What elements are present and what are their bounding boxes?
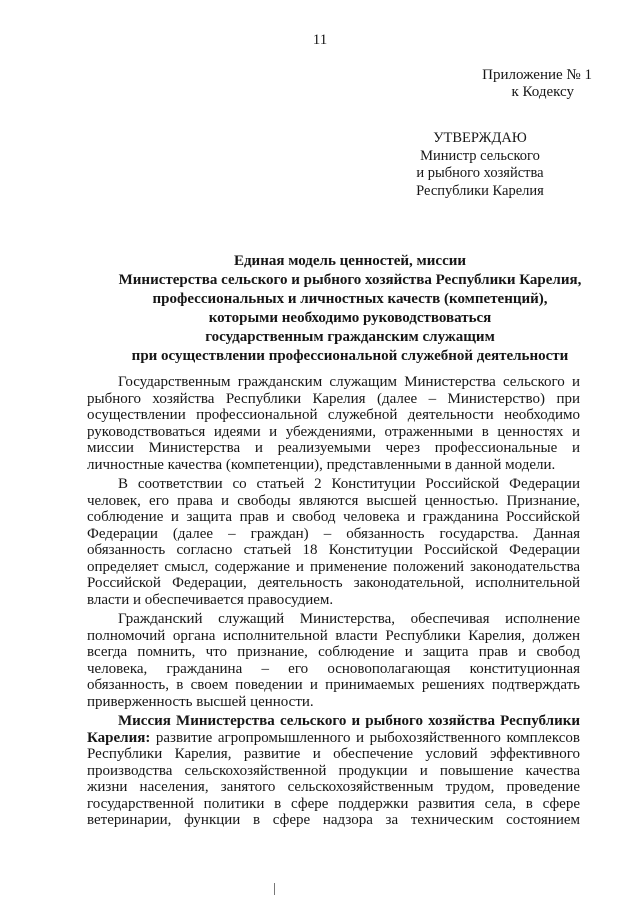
page-number: 11 [312,32,328,48]
approval-heading: УТВЕРЖДАЮ [433,130,527,146]
text-line: всегда помнить, что признание, соблюдение и защита прав и свобод [87,644,580,660]
mission-text: развитие агропромышленного и рыбохозяйственного комплексов [155,729,580,746]
text-line: производства сельскохозяйственной продукции и повышение качества [87,762,580,779]
appendix-line: Приложение № 1 [482,67,592,83]
text-line: полномочий органа исполнительной власти Республики Карелия, должен [87,627,580,644]
text-line [87,730,580,747]
text-line: человека, гражданина – его основополагающая конституционная [87,660,580,677]
text-line: Республики Карелия, развитие и обеспечение условий эффективного [87,746,580,762]
body-text [87,374,580,832]
text-line: рыбного хозяйства Республики Карелия (далее – Министерство) при [87,390,580,407]
approval-stamp [380,130,580,200]
title-line: Министерства сельского и рыбного хозяйства Республики Карелия, [118,272,582,288]
text-line: руководствоваться идеями и убеждениями, отраженными в ценностях и [87,423,580,440]
text-line: миссии Министерства и реализуемыми через профессиональные и [87,440,580,456]
text-line: Российской Федерации, деятельность законодательной, исполнительной [87,575,580,591]
paragraph-mission [87,713,580,829]
mission-heading-end: Карелия: [87,729,151,746]
text-line: личностные качества (компетенции), представленными в данной модели. [87,456,556,473]
text-line: приверженность высшей ценности. [87,693,314,710]
appendix-line: к Кодексу [511,84,574,100]
text-line: жизни населения, занятого сельскохозяйственным трудом, проведение [87,779,580,795]
text-line: обязанность, в своем поведении и принимаемых решениях подтверждать [87,677,580,693]
mission-heading: Миссия Министерства сельского и рыбного хозяйства Республики [118,713,580,729]
title-line: при осуществлении профессиональной служебной деятельности [131,348,569,364]
appendix-note [380,67,592,101]
title-line: Единая модель ценностей, миссии [233,253,467,269]
text-line: государственной политики в сфере поддержки развития села, в сфере [87,795,580,812]
text-line: ветеринарии, функции в сфере надзора за техническим состоянием [87,812,580,828]
text-line: обязанность согласно статьей 18 Конституции Российской Федерации [87,542,580,558]
text-line: Государственным гражданским служащим Министерства сельского и [118,374,580,390]
text-line: соблюдение и защита прав и свобод человека и гражданина Российской [87,509,580,525]
text-line: власти и обеспечивается правосудием. [87,591,334,608]
text-line: человек, его права и свободы являются высшей ценностью. Признание, [87,492,580,509]
text-line: определяет смысл, содержание и применение положений законодательства [87,558,580,575]
title-line: государственным гражданским служащим [205,329,495,345]
scan-mark [274,883,275,895]
paragraph-civil-servant [87,611,580,710]
document-title [0,252,640,366]
text-line: Гражданский служащий Министерства, обеспечивая исполнение [118,611,580,627]
text-line: Федерации (далее – граждан) – обязанность государства. Данная [87,525,580,542]
text-line: осуществлении профессиональной служебной деятельности необходимо [87,407,580,423]
text-line: В соответствии со статьей 2 Конституции Российской Федерации [118,476,580,492]
approval-line: и рыбного хозяйства [416,165,544,181]
paragraph-values [87,374,580,473]
paragraph-constitution [87,476,580,608]
approval-line: Министр сельского [420,147,540,164]
approval-line: Республики Карелия [416,182,544,199]
title-line: которыми необходимо руководствоваться [208,310,492,326]
title-line: профессиональных и личностных качеств (компетенций), [152,291,548,307]
